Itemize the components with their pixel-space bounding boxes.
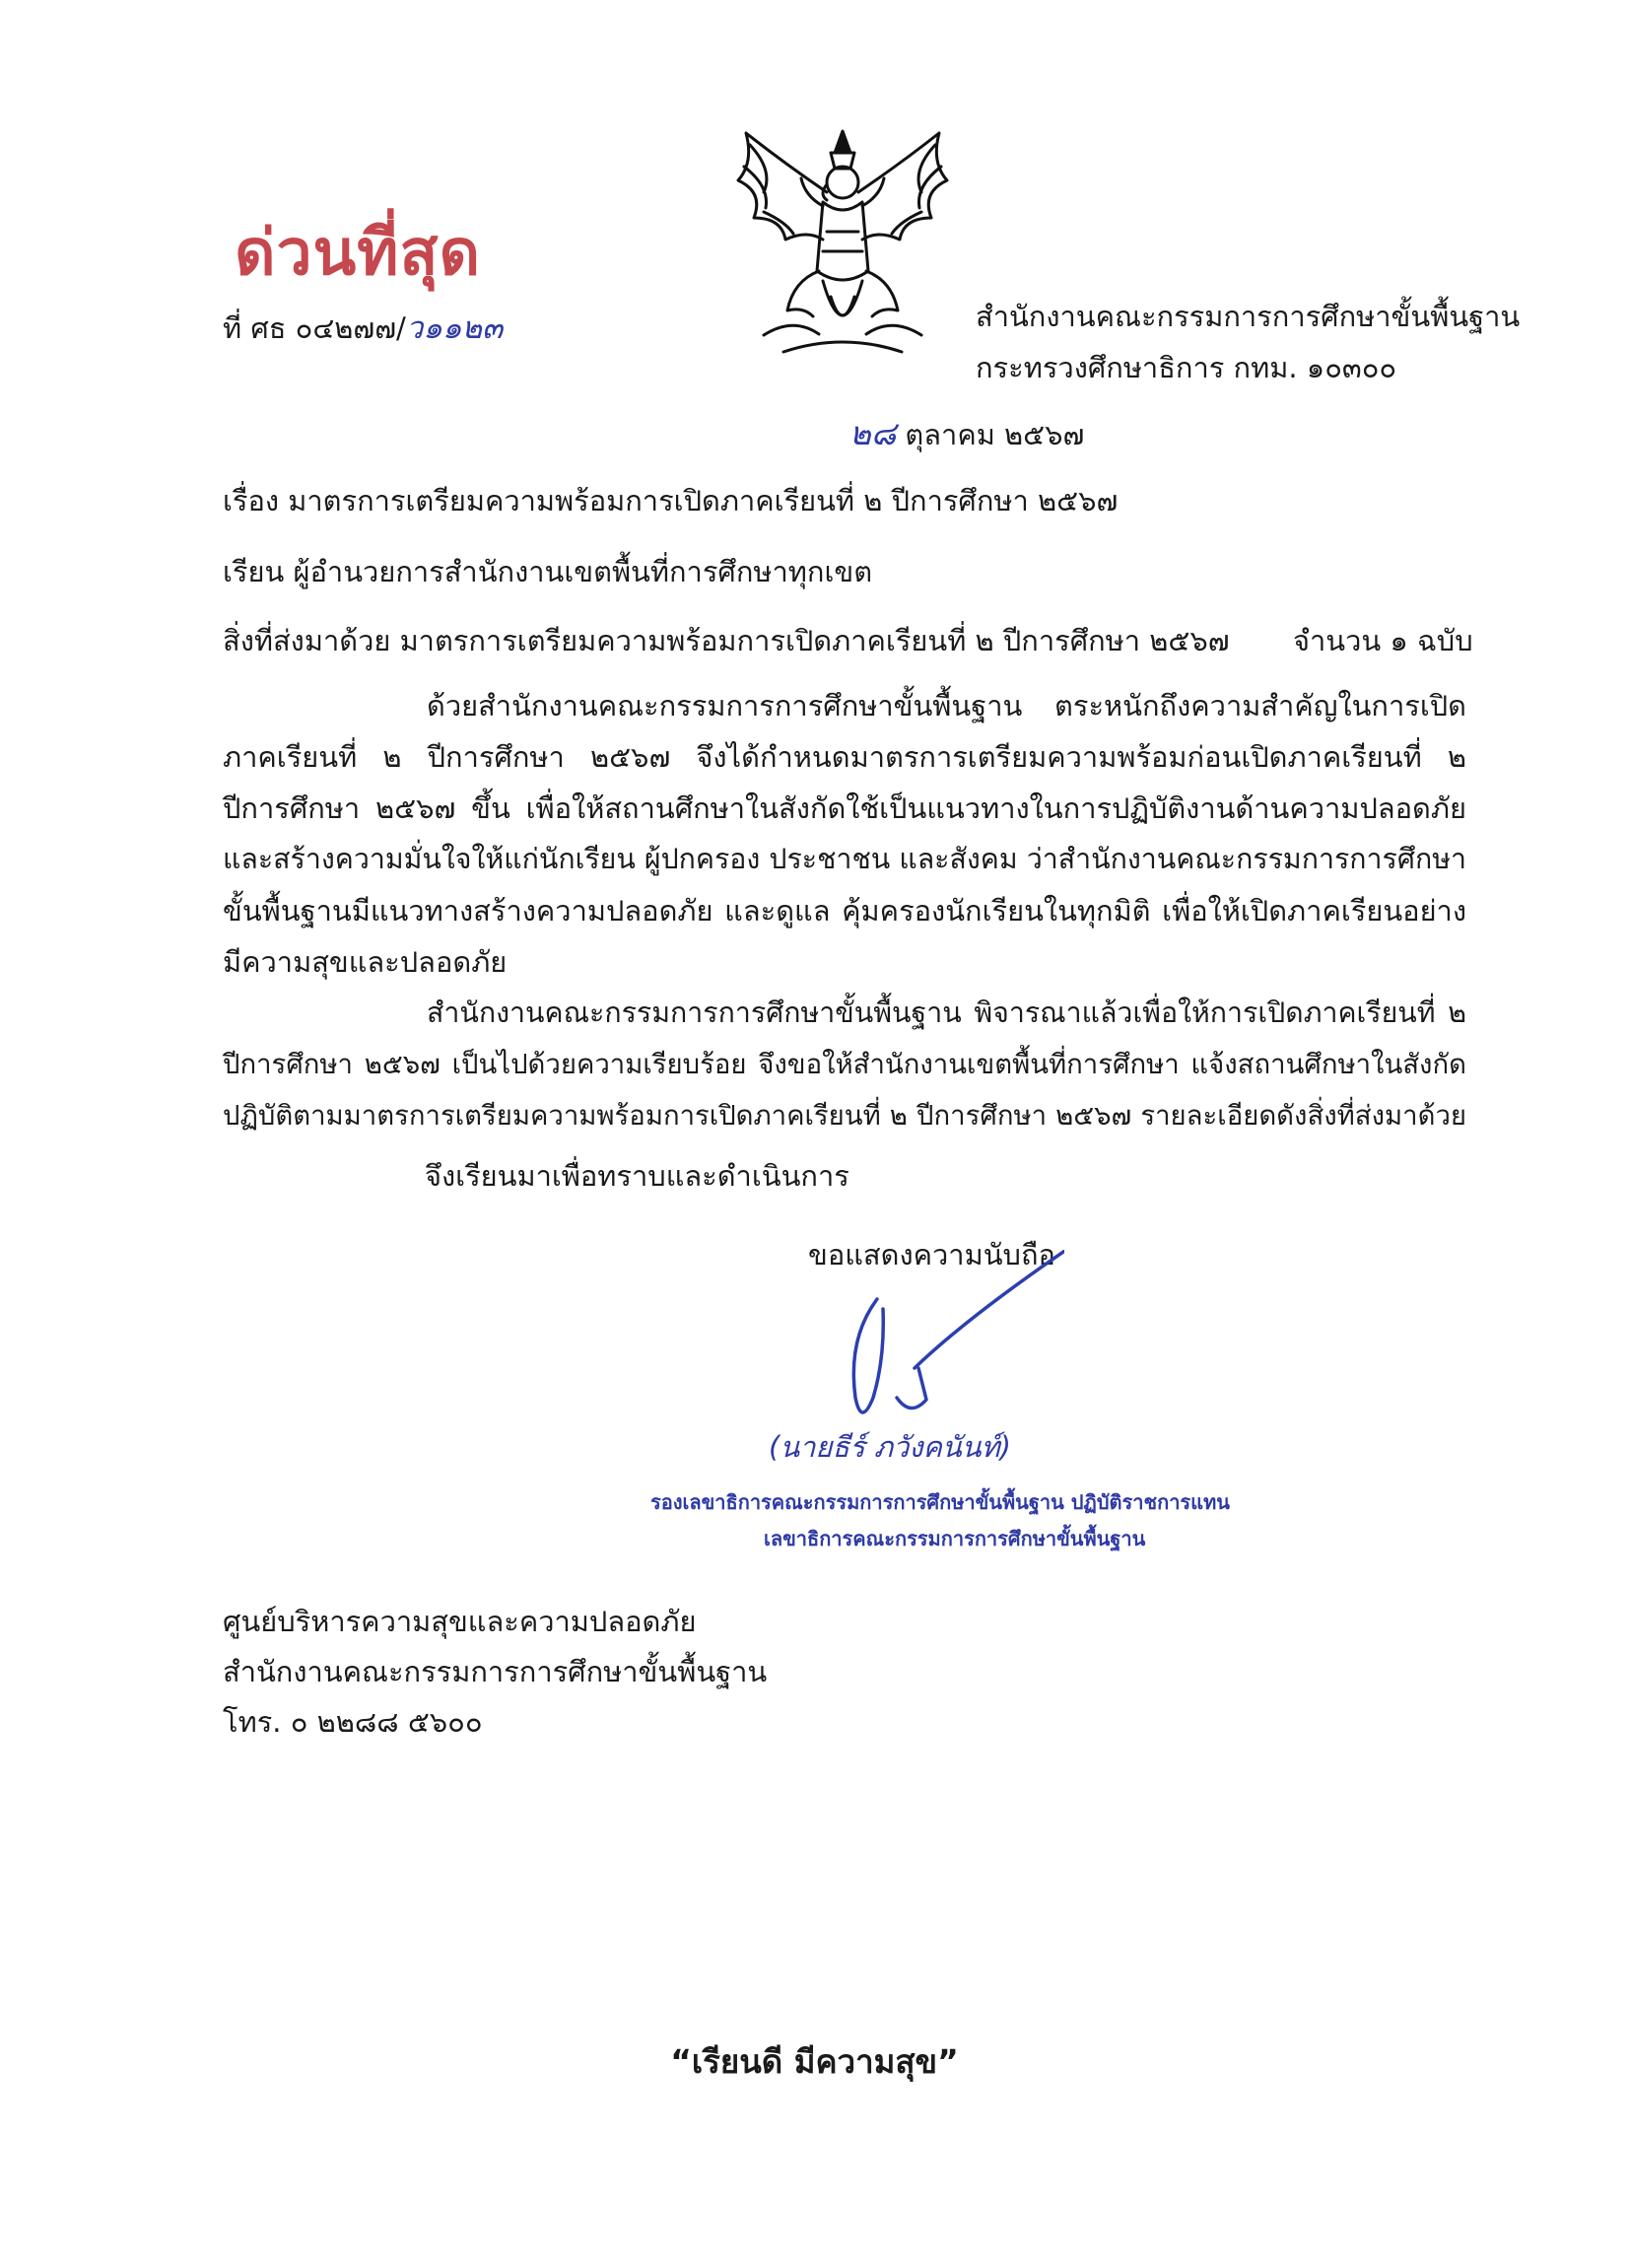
office-location: กระทรวงศึกษาธิการ กทม. ๑๐๓๐๐	[976, 351, 1397, 384]
signer-position-line-1: รองเลขาธิการคณะกรรมการการศึกษาขั้นพื้นฐาน ปฏิบัติราชการแทน	[650, 1490, 1230, 1514]
paragraph-line: ด้วยสำนักงานคณะกรรมการการศึกษาขั้นพื้นฐาน ตระหนักถึงความสำคัญในการเปิด	[427, 689, 1466, 722]
paragraph-line: และสร้างความมั่นใจให้แก่นักเรียน ผู้ปกครอง ประชาชน และสังคม ว่าสำนักงานคณะกรรมการการศึกษา	[223, 843, 1466, 875]
paragraph-line: สำนักงานคณะกรรมการการศึกษาขั้นพื้นฐาน พิจารณาแล้วเพื่อให้การเปิดภาคเรียนที่ ๒	[427, 997, 1466, 1029]
garuda-emblem-icon	[724, 123, 961, 365]
document-number-handwritten: ว๑๑๒๓	[405, 310, 504, 346]
regards-line: ขอแสดงความนับถือ	[808, 1238, 1055, 1271]
signer-position-line-2: เลขาธิการคณะกรรมการการศึกษาขั้นพื้นฐาน	[764, 1527, 1146, 1550]
paragraph-line: ขั้นพื้นฐานมีแนวทางสร้างความปลอดภัย และดูแล คุ้มครองนักเรียนในทุกมิติ เพื่อให้เปิดภาคเรียนอย่าง	[223, 894, 1466, 928]
signature-mark	[808, 1250, 1064, 1437]
office-name: สำนักงานคณะกรรมการการศึกษาขั้นพื้นฐาน	[976, 300, 1521, 333]
enclosure-line: สิ่งที่ส่งมาด้วย มาตรการเตรียมความพร้อมการเปิดภาคเรียนที่ ๒ ปีการศึกษา ๒๕๖๗	[223, 624, 1230, 657]
date-month-year: ตุลาคม ๒๕๖๗	[896, 418, 1085, 451]
footer-office: สำนักงานคณะกรรมการการศึกษาขั้นพื้นฐาน	[223, 1655, 768, 1688]
enclosure-count: จำนวน ๑ ฉบับ	[1293, 624, 1473, 657]
paragraph-line: ปีการศึกษา ๒๕๖๗ เป็นไปด้วยความเรียบร้อย จึงขอให้สำนักงานเขตพื้นที่การศึกษา แจ้งสถานศึกษาในสังกัด	[223, 1049, 1466, 1080]
contact-footer	[223, 1597, 767, 1748]
signer-name: (นายธีร์ ภวังคนันท์)	[769, 1430, 1011, 1464]
body-paragraph-2	[223, 988, 1466, 1141]
date-day: ๒๘	[849, 414, 897, 452]
document-number	[223, 303, 503, 352]
paragraph-line: ภาคเรียนที่ ๒ ปีการศึกษา ๒๕๖๗ จึงได้กำหนดมาตรการเตรียมความพร้อมก่อนเปิดภาคเรียนที่ ๒	[223, 740, 1466, 774]
paragraph-line: ปฏิบัติตามมาตรการเตรียมความพร้อมการเปิดภาคเรียนที่ ๒ ปีการศึกษา ๒๕๖๗ รายละเอียดดังสิ่งที่ส่งมาด้วย	[223, 1100, 1466, 1132]
recipient-line: เรียน ผู้อำนวยการสำนักงานเขตพื้นที่การศึกษาทุกเขต	[223, 555, 873, 588]
office-address	[976, 291, 1520, 393]
footer-phone: โทร. ๐ ๒๒๘๘ ๕๖๐๐	[223, 1705, 483, 1739]
slogan: “เรียนดี มีความสุข”	[670, 2042, 959, 2081]
urgency-stamp: ด่วนที่สุด	[235, 217, 482, 290]
footer-unit: ศูนย์บริหารความสุขและความปลอดภัย	[223, 1605, 697, 1638]
paragraph-line: ปีการศึกษา ๒๕๖๗ ขึ้น เพื่อให้สถานศึกษาในสังกัดใช้เป็นแนวทางในการปฏิบัติงานด้านความปลอดภัย	[223, 791, 1466, 825]
paragraph-line: มีความสุขและปลอดภัย	[223, 945, 508, 979]
closing-line: จึงเรียนมาเพื่อทราบและดำเนินการ	[425, 1159, 849, 1193]
document-number-prefix: ที่ ศธ ๐๔๒๗๗/	[223, 311, 406, 345]
body-paragraph-1	[223, 680, 1466, 988]
subject-line: เรื่อง มาตรการเตรียมความพร้อมการเปิดภาคเรียนที่ ๒ ปีการศึกษา ๒๕๖๗	[223, 484, 1119, 517]
letter-date	[849, 407, 1084, 459]
